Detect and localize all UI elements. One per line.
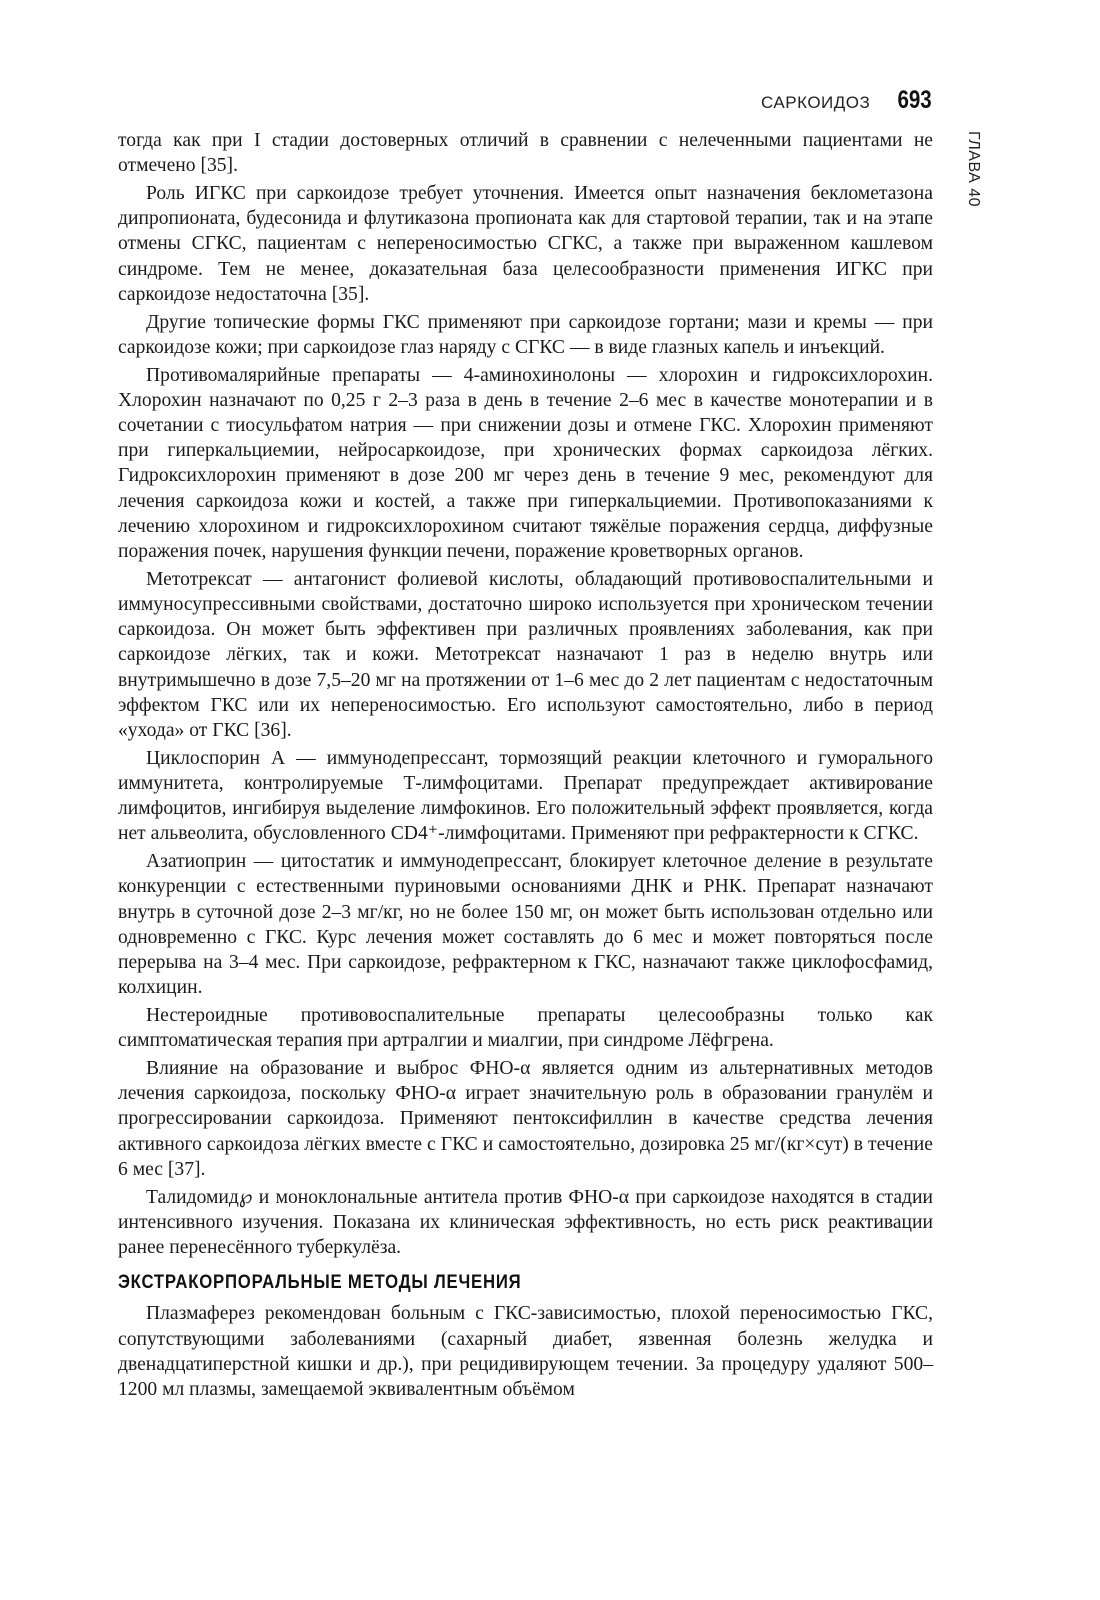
paragraph: Роль ИГКС при саркоидозе требует уточнения. Имеется опыт назначения беклометазона дипропионата, будесонида и флутиказона пропионата как для стартовой терапии, так и на этапе отмены СГКС, пациентам с непереносимостью СГКС, а также при выраженном кашлевом синдроме. Тем не менее, доказательная база целесообразности применения ИГКС при саркоидозе недостаточна [35].: [118, 183, 933, 305]
running-header: [761, 86, 932, 115]
body-text: [118, 128, 933, 1402]
paragraph: Влияние на образование и выброс ФНО-α является одним из альтернативных методов лечения саркоидоза, поскольку ФНО-α играет значительную роль в образовании гранулём и прогрессировании саркоидоза. Применяют пентоксифиллин в качестве средства лечения активного саркоидоза лёгких вместе с ГКС и самостоятельно, дозировка 25 мг/(кг×сут) в течение 6 мес [37].: [118, 1058, 933, 1180]
paragraph: Метотрексат — антагонист фолиевой кислоты, обладающий противовоспалительными и иммуносупрессивными свойствами, достаточно широко используется при хроническом течении саркоидоза. Он может быть эффективен при различных проявлениях заболевания, как при саркоидозе лёгких, так и кожи. Метотрексат назначают 1 раз в неделю внутрь или внутримышечно в дозе 7,5–20 мг на протяжении от 1–6 мес до 2 лет пациентам с недостаточным эффектом ГКС или их непереносимостью. Его используют самостоятельно, либо в период «ухода» от ГКС [36].: [118, 568, 933, 742]
paragraph: Другие топические формы ГКС применяют при саркоидозе гортани; мази и кремы — при саркоидозе кожи; при саркоидозе глаз наряду с СГКС — в виде глазных капель и инъекций.: [118, 311, 933, 358]
chapter-side-tab: [965, 131, 994, 221]
paragraph: Талидомид℘ и моноклональные антитела против ФНО-α при саркоидозе находятся в стадии интенсивного изучения. Показана их клиническая эффективность, но есть риск реактивации ранее перенесённого туберкулёза.: [118, 1186, 933, 1259]
chapter-label: ГЛАВА 40: [965, 131, 982, 207]
paragraph: Противомалярийные препараты — 4-аминохинолоны — хлорохин и гидроксихлорохин. Хлорохин назначают по 0,25 г 2–3 раза в день в течение 2–6 мес в качестве монотерапии и в сочетании с тиосульфатом натрия — при снижении дозы и отмене ГКС. Хлорохин применяют при гиперкальциемии, нейросаркоидозе, при хронических формах саркоидоза лёгких. Гидроксихлорохин применяют в дозе 200 мг через день в течение 9 мес, рекомендуют для лечения саркоидоза кожи и костей, а также при гиперкальциемии. Противопоказаниями к лечению хлорохином и гидроксихлорохином считают тяжёлые поражения сердца, диффузные поражения почек, нарушения функции печени, поражение кроветворных органов.: [118, 364, 933, 563]
section-heading: ЭКСТРАКОРПОРАЛЬНЫЕ МЕТОДЫ ЛЕЧЕНИЯ: [118, 1272, 522, 1294]
running-title: САРКОИДОЗ: [761, 93, 871, 112]
page-number: 693: [897, 86, 932, 114]
paragraph: тогда как при I стадии достоверных отличий в сравнении с нелеченными пациентами не отмечено [35].: [118, 130, 933, 177]
paragraph: Циклоспорин А — иммунодепрессант, тормозящий реакции клеточного и гуморального иммунитета, контролируемые Т-лимфоцитами. Препарат предупреждает активирование лимфоцитов, ингибируя выделение лимфокинов. Его положительный эффект проявляется, когда нет альвеолита, обусловленного CD4⁺-лимфоцитами. Применяют при рефрактерности к СГКС.: [118, 747, 933, 845]
paragraph: Нестероидные противовоспалительные препараты целесообразны только как симптоматическая терапия при артралгии и миалгии, при синдроме Лёфгрена.: [118, 1005, 933, 1052]
paragraph: Плазмаферез рекомендован больным с ГКС-зависимостью, плохой переносимостью ГКС, сопутствующими заболеваниями (сахарный диабет, язвенная болезнь желудка и двенадцатиперстной кишки и др.), при рецидивирующем течении. За процедуру удаляют 500–1200 мл плазмы, замещаемой эквивалентным объёмом: [118, 1303, 933, 1401]
paragraph: Азатиоприн — цитостатик и иммунодепрессант, блокирует клеточное деление в результате конкуренции с естественными пуриновыми основаниями ДНК и РНК. Препарат назначают внутрь в суточной дозе 2–3 мг/кг, но не более 150 мг, он может быть использован отдельно или одновременно с ГКС. Курс лечения может составлять до 6 мес и может повторяться после перерыва на 3–4 мес. При саркоидозе, рефрактерном к ГКС, назначают также циклофосфамид, колхицин.: [118, 851, 933, 999]
